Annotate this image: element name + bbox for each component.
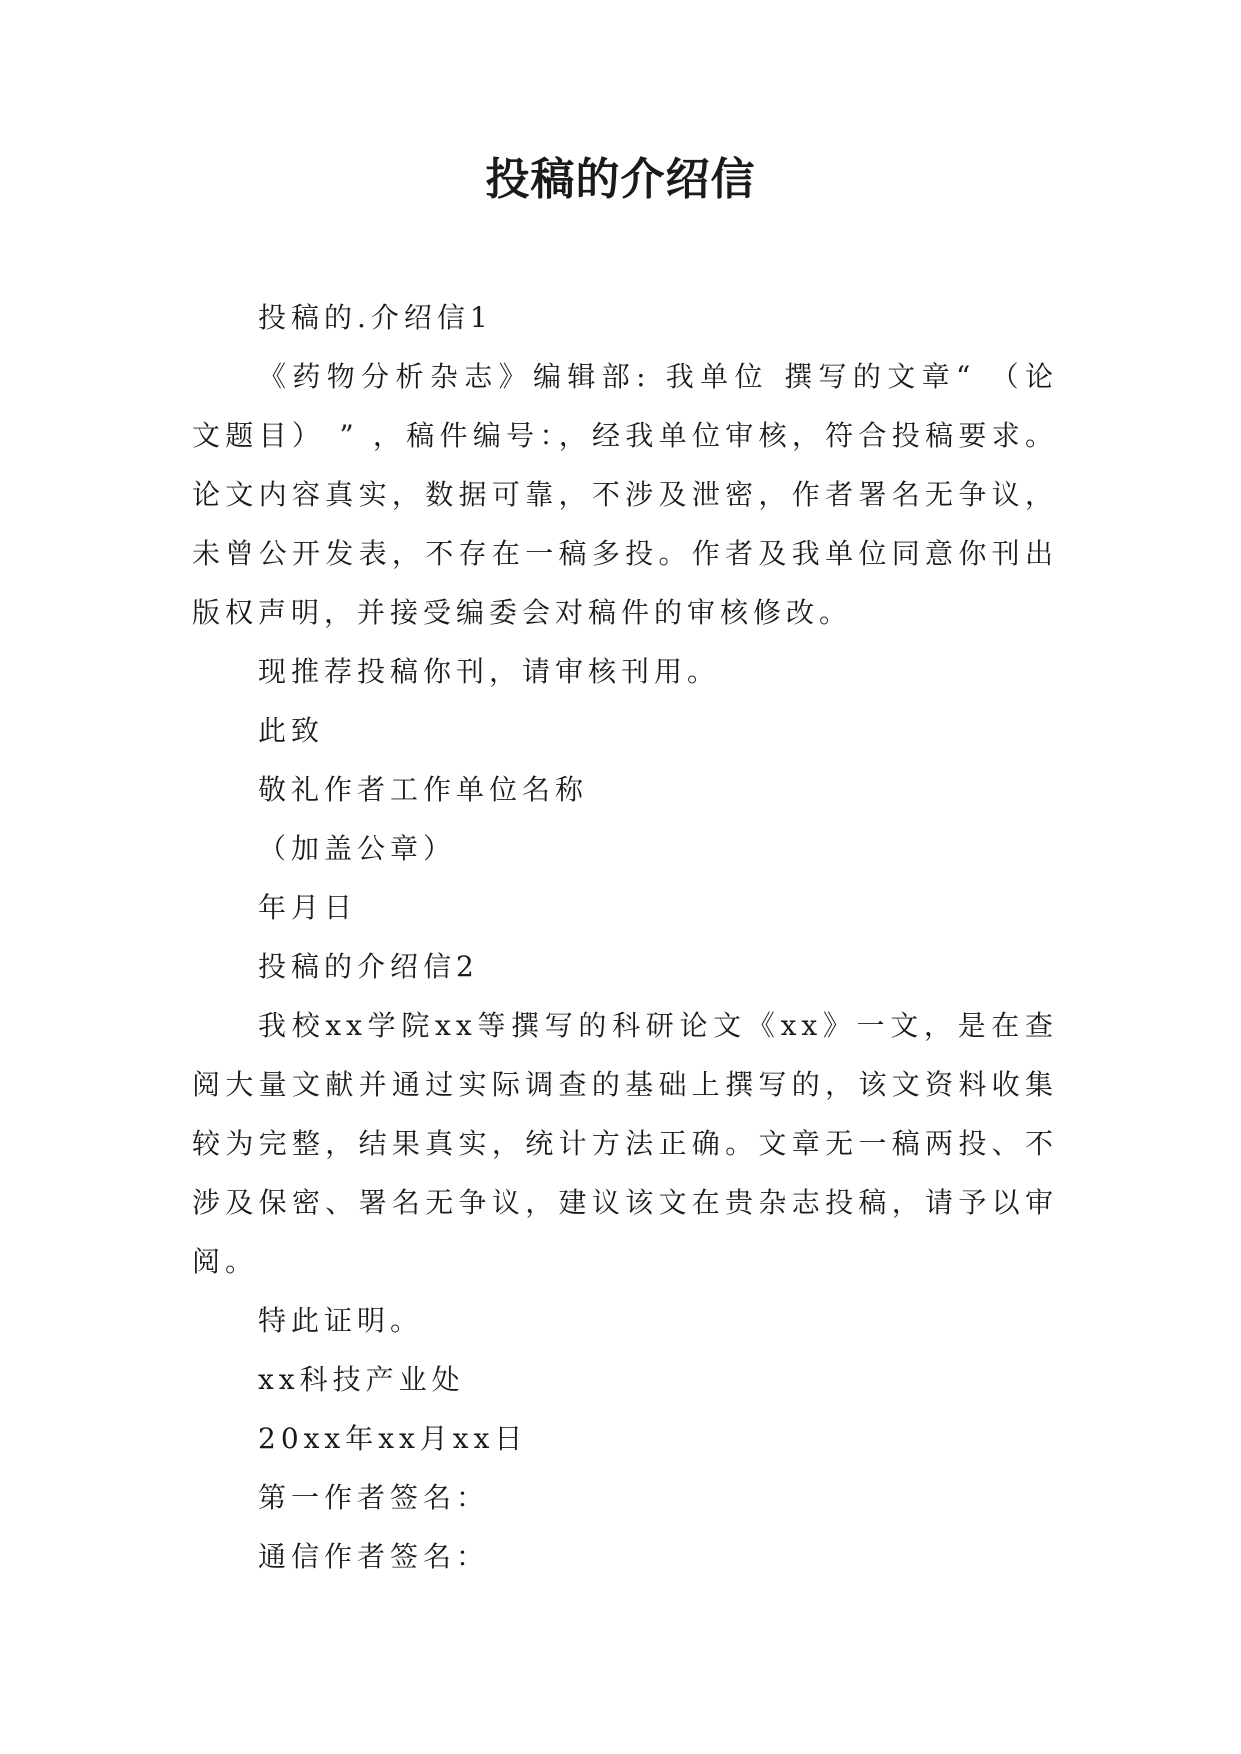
letter-2-certification: 特此证明。: [258, 1304, 424, 1337]
corresponding-author-signature: 通信作者签名：: [258, 1540, 490, 1573]
letter-1-date: 年月日: [258, 891, 358, 924]
letter-1-heading: 投稿的.介绍信1: [258, 301, 493, 334]
letter-1-seal-note: （加盖公章）: [258, 832, 457, 865]
letter-2-heading: 投稿的介绍信2: [258, 950, 479, 983]
letter-2-issuer: xx科技产业处: [258, 1363, 465, 1396]
letter-1-recommendation: 现推荐投稿你刊，请审核刊用。: [258, 655, 721, 688]
document-body: [192, 288, 1058, 1586]
letter-1-closing: 此致: [258, 714, 325, 747]
first-author-signature: 第一作者签名：: [258, 1481, 490, 1514]
letter-2-date: 20xx年xx月xx日: [258, 1422, 528, 1455]
letter-1-salutation-unit: 敬礼作者工作单位名称: [258, 773, 589, 806]
document-title: 投稿的介绍信: [485, 154, 756, 205]
letter-1-body: 《药物分析杂志》编辑部: 我单位 撰写的文章“ （论文题目） ” ，稿件编号：，经我单位审核，符合投稿要求。论文内容真实，数据可靠，不涉及泄密，作者署名无争议，未曾公开发表，不存在一稿多投。作者及我单位同意你刊出版权声明，并接受编委会对稿件的审核修改。: [192, 360, 1058, 629]
letter-2-body: 我校xx学院xx等撰写的科研论文《xx》一文，是在查阅大量文献并通过实际调查的基础上撰写的，该文资料收集较为完整，结果真实，统计方法正确。文章无一稿两投、不涉及保密、署名无争议，建议该文在贵杂志投稿，请予以审阅。: [192, 1009, 1058, 1278]
